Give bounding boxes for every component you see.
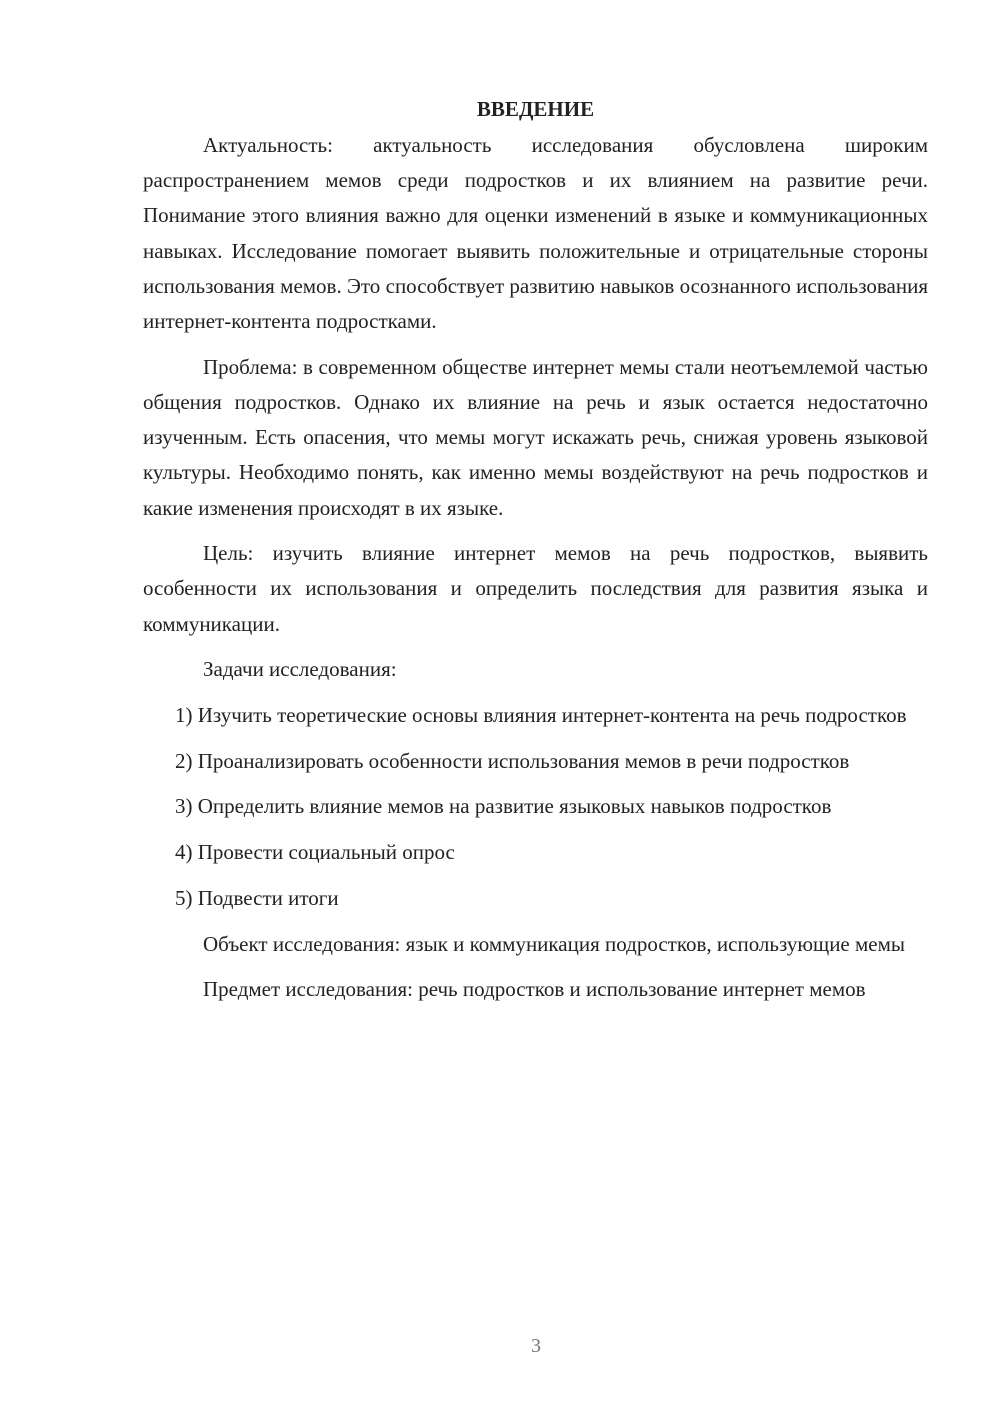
task-item-1: 1) Изучить теоретические основы влияния интернет-контента на речь подростков <box>175 703 907 728</box>
page-title: ВВЕДЕНИЕ <box>476 97 595 121</box>
paragraph-goal: Цель: изучить влияние интернет мемов на речь подростков, выявить особенности их использования и определить последствия для развития языка и коммуникации. <box>143 541 928 636</box>
task-item-3: 3) Определить влияние мемов на развитие языковых навыков подростков <box>175 794 832 819</box>
page-number: 3 <box>531 1335 541 1357</box>
page-content <box>143 92 928 1007</box>
tasks-heading: Задачи исследования: <box>203 657 397 682</box>
paragraph-problem: Проблема: в современном обществе интернет мемы стали неотъемлемой частью общения подростков. Однако их влияние на речь и язык остается недостаточно изученным. Есть опасения, что мемы могут искажать речь, снижая уровень языковой культуры. Необходимо понять, как именно мемы воздействуют на речь подростков и какие изменения происходят в их языке. <box>143 354 928 520</box>
task-item-5: 5) Подвести итоги <box>175 885 339 910</box>
paragraph-object: Объект исследования: язык и коммуникация подростков, использующие мемы <box>203 931 906 956</box>
task-item-4: 4) Провести социальный опрос <box>175 840 455 865</box>
paragraph-relevance: Актуальность: актуальность исследования обусловлена широким распространением мемов среди подростков и их влиянием на развитие речи. Понимание этого влияния важно для оценки изменений в языке и коммуникационных навыках. Исследование помогает выявить положительные и отрицательные стороны использования мемов. Это способствует развитию навыков осознанного использования интернет-контента подростками. <box>143 133 928 334</box>
paragraph-subject: Предмет исследования: речь подростков и использование интернет мемов <box>203 977 866 1002</box>
task-item-2: 2) Проанализировать особенности использования мемов в речи подростков <box>175 748 850 773</box>
